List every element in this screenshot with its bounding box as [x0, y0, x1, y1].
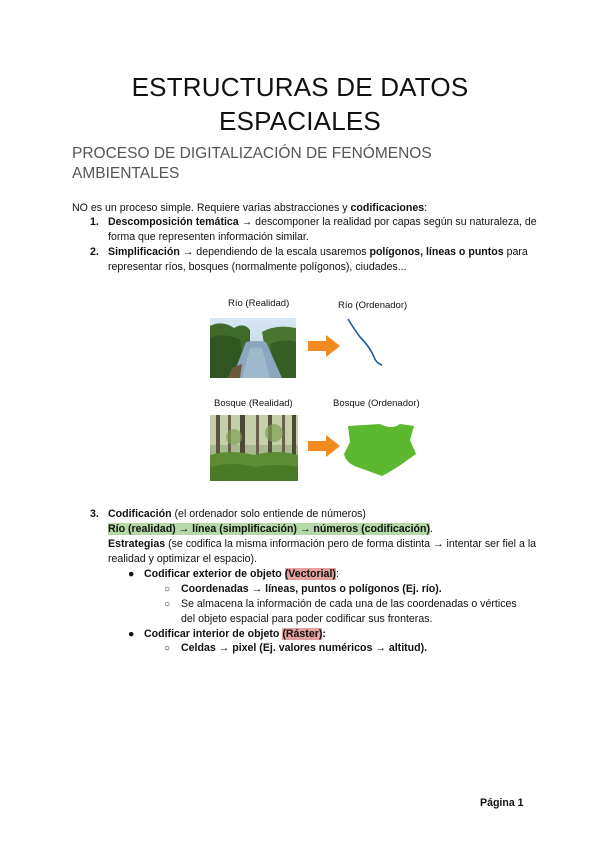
forest-computer-label: Bosque (Ordenador)	[333, 398, 420, 409]
list-item-number: 1.	[90, 216, 99, 228]
intro-paragraph	[72, 201, 427, 216]
forest-photo	[210, 415, 298, 481]
list-item-2	[90, 245, 538, 275]
bullet-icon: ●	[128, 628, 135, 640]
title-line-1: ESTRUCTURAS DE DATOS	[131, 72, 469, 102]
bullet-label: Codificar interior de objeto	[144, 628, 283, 640]
strategies-label: Estrategias	[108, 538, 166, 550]
river-computer-label: Río (Ordenador)	[338, 300, 408, 311]
bullet-tag: (Ráster)	[282, 628, 323, 640]
circle-bullet-icon: ○	[164, 643, 171, 654]
river-real-label: Río (Realidad)	[228, 298, 290, 309]
bullet-after: :	[335, 568, 339, 580]
sub-bullet	[164, 597, 521, 627]
list-item-number: 2.	[90, 246, 99, 258]
bullet-label: Codificar exterior de objeto	[144, 568, 285, 580]
river-line-shape	[340, 315, 400, 370]
intro-prefix: NO es un proceso simple. Requiere varias abstracciones y	[72, 202, 351, 214]
intro-bold: codificaciones	[350, 202, 425, 214]
sub-bullet	[164, 641, 521, 656]
circle-bullet-icon: ○	[164, 584, 171, 595]
sub-bullet	[164, 582, 521, 597]
bullet-tag: (Vectorial)	[284, 568, 336, 580]
list-item-3	[90, 507, 538, 567]
list-item-number: 3.	[90, 508, 99, 520]
river-photo	[210, 318, 296, 378]
section-subtitle: PROCESO DE DIGITALIZACIÓN DE FENÓMENOS AMBIENTALES	[72, 145, 432, 182]
page-number: Página 1	[480, 797, 524, 809]
list-item-bold: Simplificación	[108, 246, 180, 258]
list-item-1	[90, 215, 538, 245]
sub-bullet-bold: Coordenadas → líneas, puntos o polígonos (Ej. río).	[181, 583, 442, 595]
bullet-after: :	[322, 628, 326, 640]
list-item-bold-2: polígonos, líneas o puntos	[369, 246, 504, 258]
circle-bullet-icon: ○	[164, 599, 171, 610]
list-item-text: → descomponer la realidad por capas según su naturaleza, de forma que representen información similar.	[108, 216, 537, 243]
bullet-raster	[128, 627, 524, 642]
intro-suffix: :	[424, 202, 428, 214]
bullet-vectorial	[128, 567, 524, 582]
arrow-right-icon	[308, 335, 340, 357]
highlight-suffix: .	[429, 523, 433, 535]
forest-real-label: Bosque (Realidad)	[214, 398, 293, 409]
list-item-text-2: para representar ríos, bosques (normalmente polígonos), ciudades...	[108, 246, 528, 273]
arrow-right-icon	[308, 435, 340, 457]
list-item-bold: Codificación	[108, 508, 172, 520]
page-title	[0, 70, 600, 138]
list-item-bold: Descomposición temática	[108, 216, 239, 228]
list-item-text: (el ordenador solo entiende de números)	[171, 508, 366, 520]
title-line-2: ESPACIALES	[219, 106, 381, 136]
sub-bullet-bold: Celdas → pixel (Ej. valores numéricos → altitud).	[181, 642, 428, 654]
strategies-text: (se codifica la misma información pero de forma distinta → intentar ser fiel a la realidad y optimizar el espacio).	[108, 538, 537, 565]
bullet-icon: ●	[128, 568, 135, 580]
list-item-text: → dependiendo de la escala usaremos	[179, 246, 370, 258]
highlight-line: Río (realidad) → línea (simplificación) → números (codificación)	[108, 523, 430, 535]
sub-bullet-text: Se almacena la información de cada una de las coordenadas o vértices del objeto espacial para poder codificar sus fronteras.	[181, 598, 517, 625]
forest-polygon-shape	[342, 420, 418, 480]
